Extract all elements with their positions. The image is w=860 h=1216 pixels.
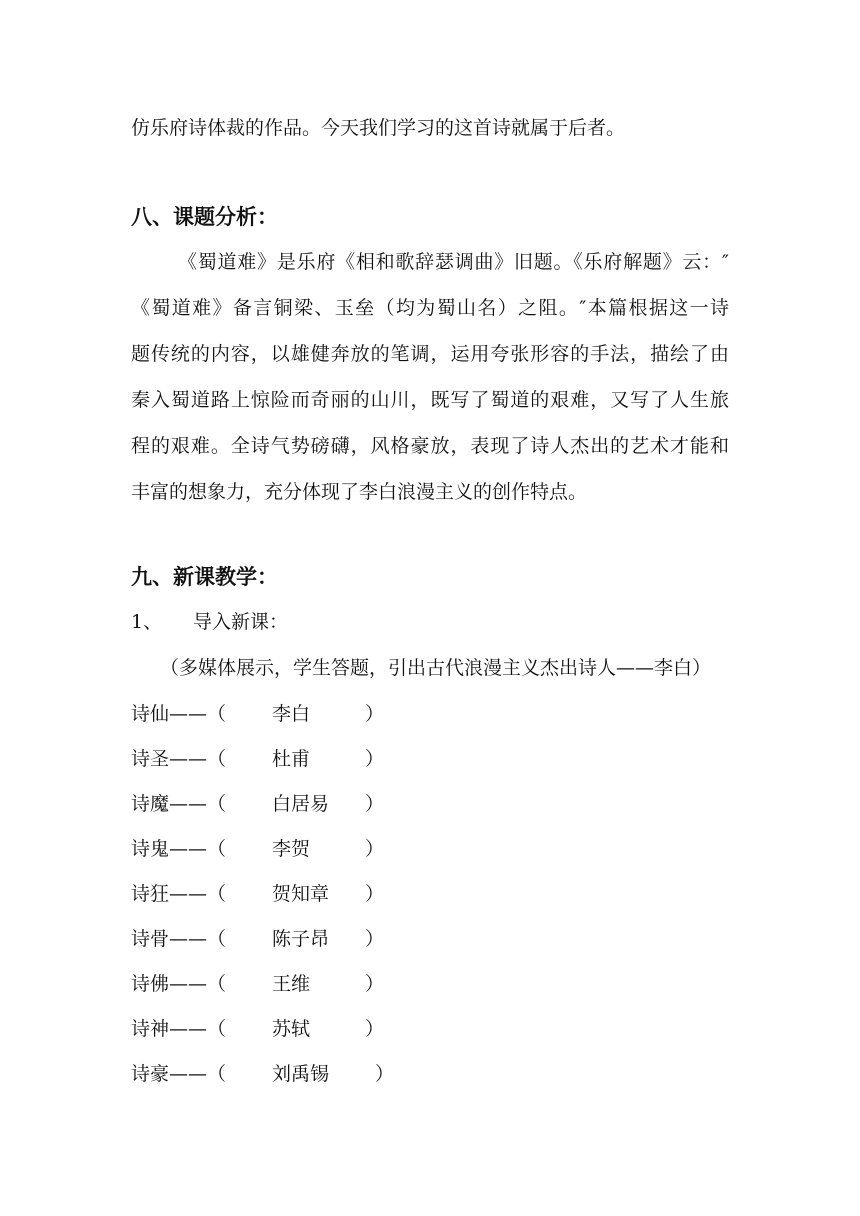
- section-8-paragraph-line: 秦入蜀道路上惊险而奇丽的山川，既写了蜀道的艰难，又写了人生旅: [131, 389, 729, 411]
- poet-name: 刘禹锡: [272, 1063, 330, 1085]
- poet-name: 苏轼: [272, 1018, 311, 1040]
- multimedia-note: （多媒体展示，学生答题，引出古代浪漫主义杰出诗人——李白）: [160, 657, 712, 679]
- poet-close-paren: ）: [365, 793, 385, 815]
- poet-title: 诗神——（: [131, 1018, 227, 1040]
- section-8-paragraph-line: 《蜀道难》备言铜梁、玉垒（均为蜀山名）之阻。″本篇根据这一诗: [131, 297, 729, 319]
- poet-close-paren: ）: [365, 973, 385, 995]
- poet-name: 杜甫: [272, 748, 311, 770]
- item-1-label: 导入新课：: [193, 611, 289, 633]
- poet-title: 诗仙——（: [131, 703, 227, 725]
- poet-close-paren: ）: [365, 838, 385, 860]
- intro-line: 仿乐府诗体裁的作品。今天我们学习的这首诗就属于后者。: [131, 117, 626, 139]
- poet-name: 贺知章: [272, 883, 330, 905]
- section-8-paragraph-line: 程的艰难。全诗气势磅礴，风格豪放，表现了诗人杰出的艺术才能和: [131, 435, 729, 457]
- poet-title: 诗狂——（: [131, 883, 227, 905]
- item-1-number: 1、: [131, 611, 163, 633]
- section-8-paragraph-line: 题传统的内容，以雄健奔放的笔调，运用夸张形容的手法，描绘了由: [131, 343, 729, 365]
- section-9-heading: 九、新课教学：: [131, 565, 278, 589]
- poet-name: 陈子昂: [272, 928, 330, 950]
- poet-close-paren: ）: [365, 883, 385, 905]
- section-8-paragraph-line: 丰富的想象力，充分体现了李白浪漫主义的创作特点。: [131, 481, 588, 503]
- poet-title: 诗鬼——（: [131, 838, 227, 860]
- poet-close-paren: ）: [365, 928, 385, 950]
- poet-name: 白居易: [272, 793, 330, 815]
- poet-title: 诗骨——（: [131, 928, 227, 950]
- poet-name: 李贺: [272, 838, 311, 860]
- poet-close-paren: ）: [365, 748, 385, 770]
- section-8-heading: 八、课题分析：: [131, 205, 278, 229]
- poet-close-paren: ）: [365, 1018, 385, 1040]
- poet-title: 诗圣——（: [131, 748, 227, 770]
- poet-title: 诗佛——（: [131, 973, 227, 995]
- section-8-paragraph-line: 《蜀道难》是乐府《相和歌辞瑟调曲》旧题。《乐府解题》云：″: [178, 251, 729, 273]
- poet-close-paren: ）: [375, 1063, 395, 1085]
- poet-name: 王维: [272, 973, 311, 995]
- poet-title: 诗魔——（: [131, 793, 227, 815]
- poet-title: 诗豪——（: [131, 1063, 227, 1085]
- poet-name: 李白: [272, 703, 311, 725]
- poet-close-paren: ）: [365, 703, 385, 725]
